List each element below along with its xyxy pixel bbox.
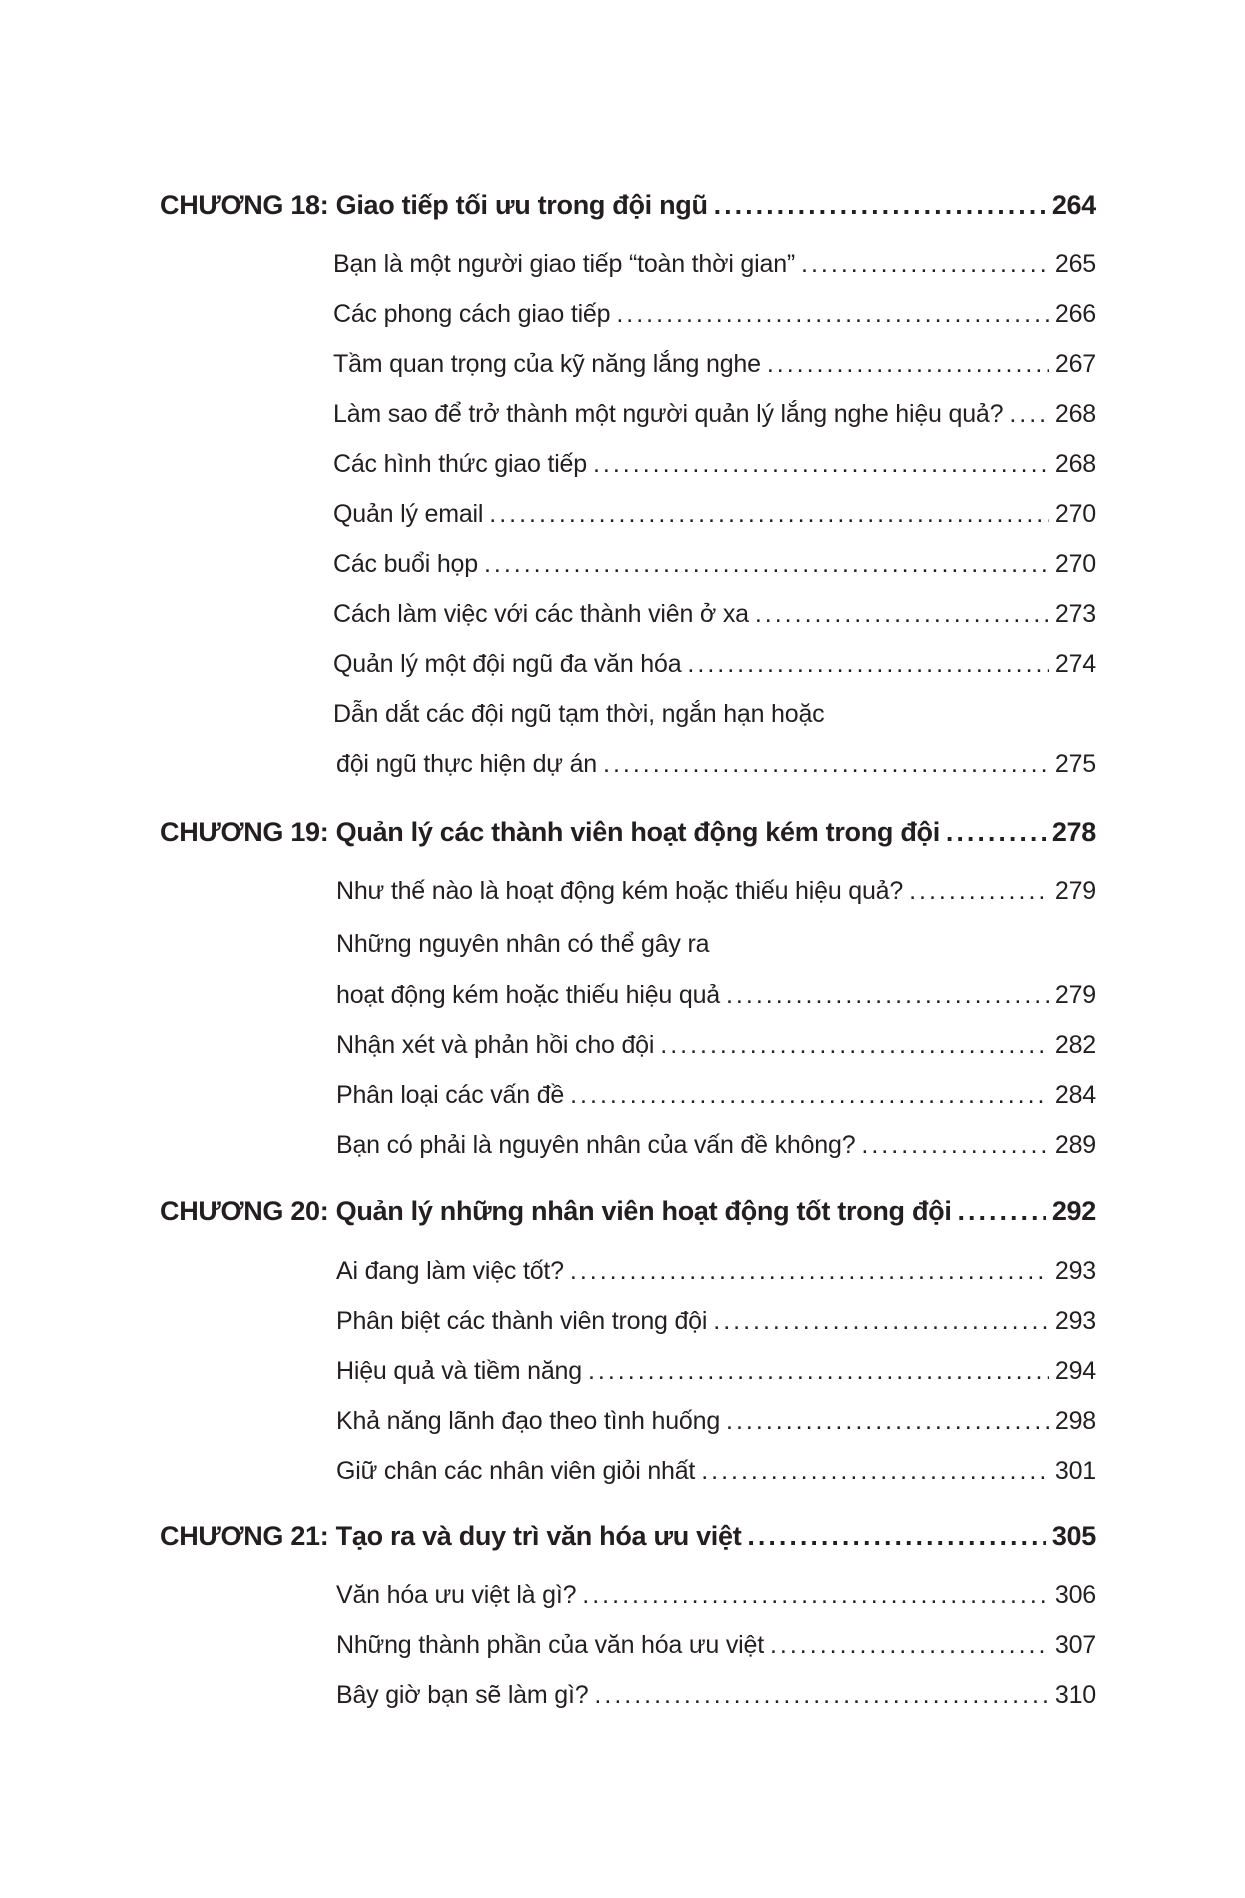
entry-title-continued: hoạt động kém hoặc thiếu hiệu quả [336,981,720,1009]
entry-title: Dẫn dắt các đội ngũ tạm thời, ngắn hạn hoặc [333,700,825,728]
toc-entry [336,1081,1096,1110]
entry-page-number: 301 [1054,1457,1096,1485]
toc-entry [336,1257,1096,1286]
entry-page-number: 270 [1054,550,1096,578]
entry-page-number: 268 [1054,450,1096,478]
dot-leader [1009,400,1049,429]
entry-title: Các buổi họp [333,550,478,578]
chapter-page-number: 305 [1051,1521,1096,1551]
toc-entry [336,1031,1096,1060]
entry-title: Làm sao để trở thành một người quản lý lắng nghe hiệu quả? [333,400,1004,428]
dot-leader [660,1031,1049,1060]
dot-leader [801,250,1049,279]
dot-leader [726,1407,1049,1436]
entry-title: Bây giờ bạn sẽ làm gì? [336,1681,589,1709]
chapter-title: CHƯƠNG 20: Quản lý những nhân viên hoạt động tốt trong đội [160,1196,952,1226]
toc-entry [336,1307,1096,1336]
chapter-page-number: 292 [1051,1196,1096,1226]
toc-entry [336,877,1096,906]
entry-title: Những nguyên nhân có thể gây ra [336,930,710,958]
dot-leader [603,750,1049,779]
toc-entry [333,600,1096,629]
entry-page-number: 293 [1054,1257,1096,1285]
dot-leader [909,877,1049,906]
dot-leader [946,817,1046,848]
toc-entry [333,400,1096,429]
entry-title: Bạn có phải là nguyên nhân của vấn đề không? [336,1131,856,1159]
dot-leader [747,1521,1045,1552]
entry-title: Quản lý email [333,500,484,528]
dot-leader [687,650,1048,679]
entry-page-number: 298 [1054,1407,1096,1435]
toc-entry [333,350,1096,379]
entry-page-number: 279 [1054,877,1096,905]
entry-page-number: 293 [1054,1307,1096,1335]
toc-entry [333,650,1096,679]
toc-entry [333,500,1096,529]
entry-page-number: 275 [1054,750,1096,778]
entry-page-number: 267 [1054,350,1096,378]
entry-title: Hiệu quả và tiềm năng [336,1357,582,1385]
entry-page-number: 279 [1054,981,1096,1009]
dot-leader [861,1131,1048,1160]
chapter-title: CHƯƠNG 19: Quản lý các thành viên hoạt động kém trong đội [160,817,940,847]
dot-leader [755,600,1049,629]
dot-leader [616,300,1049,329]
chapter-title: CHƯƠNG 18: Giao tiếp tối ưu trong đội ngũ [160,190,708,220]
entry-title: Phân loại các vấn đề [336,1081,565,1109]
dot-leader [582,1581,1049,1610]
entry-title: Khả năng lãnh đạo theo tình huống [336,1407,721,1435]
entry-title: Bạn là một người giao tiếp “toàn thời gian” [333,250,796,278]
entry-page-number: 284 [1054,1081,1096,1109]
toc-entry [336,1631,1096,1660]
entry-page-number: 294 [1054,1357,1096,1385]
toc-entry [336,1407,1096,1436]
toc-entry [336,1357,1096,1386]
entry-page-number: 270 [1054,500,1096,528]
entry-title: Như thế nào là hoạt động kém hoặc thiếu hiệu quả? [336,877,904,905]
chapter-page-number: 264 [1051,190,1096,220]
toc-entry [333,450,1096,479]
dot-leader [770,1631,1049,1660]
dot-leader [570,1081,1049,1110]
entry-title: Các hình thức giao tiếp [333,450,587,478]
dot-leader [726,981,1049,1010]
entry-title: Những thành phần của văn hóa ưu việt [336,1631,764,1659]
chapter-page-number: 278 [1051,817,1096,847]
entry-page-number: 310 [1054,1681,1096,1709]
toc-entry [333,300,1096,329]
entry-page-number: 307 [1054,1631,1096,1659]
toc-entry-line-2 [336,981,1096,1010]
dot-leader [489,500,1049,529]
entry-page-number: 266 [1054,300,1096,328]
dot-leader [767,350,1049,379]
entry-title: Quản lý một đội ngũ đa văn hóa [333,650,682,678]
entry-title: Phân biệt các thành viên trong đội [336,1307,708,1335]
toc-entry-line-1 [333,700,1096,729]
chapter-heading [160,817,1096,848]
entry-title: Văn hóa ưu việt là gì? [336,1581,577,1609]
toc-entry-line-2 [336,750,1096,779]
toc-entry [336,1581,1096,1610]
entry-page-number: 273 [1054,600,1096,628]
dot-leader [593,450,1049,479]
dot-leader [713,1307,1049,1336]
dot-leader [570,1257,1049,1286]
dot-leader [594,1681,1048,1710]
dot-leader [958,1196,1046,1227]
entry-page-number: 265 [1054,250,1096,278]
entry-title: Cách làm việc với các thành viên ở xa [333,600,749,628]
chapter-title: CHƯƠNG 21: Tạo ra và duy trì văn hóa ưu việt [160,1521,742,1551]
entry-page-number: 268 [1054,400,1096,428]
toc-entry [336,1681,1096,1710]
chapter-heading [160,1196,1096,1227]
dot-leader [701,1457,1049,1486]
toc-entry [333,250,1096,279]
entry-title: Ai đang làm việc tốt? [336,1257,564,1285]
toc-entry [336,1457,1096,1486]
entry-title: Giữ chân các nhân viên giỏi nhất [336,1457,696,1485]
entry-page-number: 282 [1054,1031,1096,1059]
entry-title: Các phong cách giao tiếp [333,300,611,328]
dot-leader [714,190,1046,221]
chapter-heading [160,1521,1096,1552]
entry-page-number: 274 [1054,650,1096,678]
toc-entry-line-1 [336,930,1096,959]
toc-entry [336,1131,1096,1160]
chapter-heading [160,190,1096,221]
toc-entry [333,550,1096,579]
entry-page-number: 306 [1054,1581,1096,1609]
dot-leader [484,550,1049,579]
dot-leader [588,1357,1049,1386]
entry-title-continued: đội ngũ thực hiện dự án [336,750,598,778]
entry-title: Tầm quan trọng của kỹ năng lắng nghe [333,350,761,378]
entry-page-number: 289 [1054,1131,1096,1159]
entry-title: Nhận xét và phản hồi cho đội [336,1031,655,1059]
